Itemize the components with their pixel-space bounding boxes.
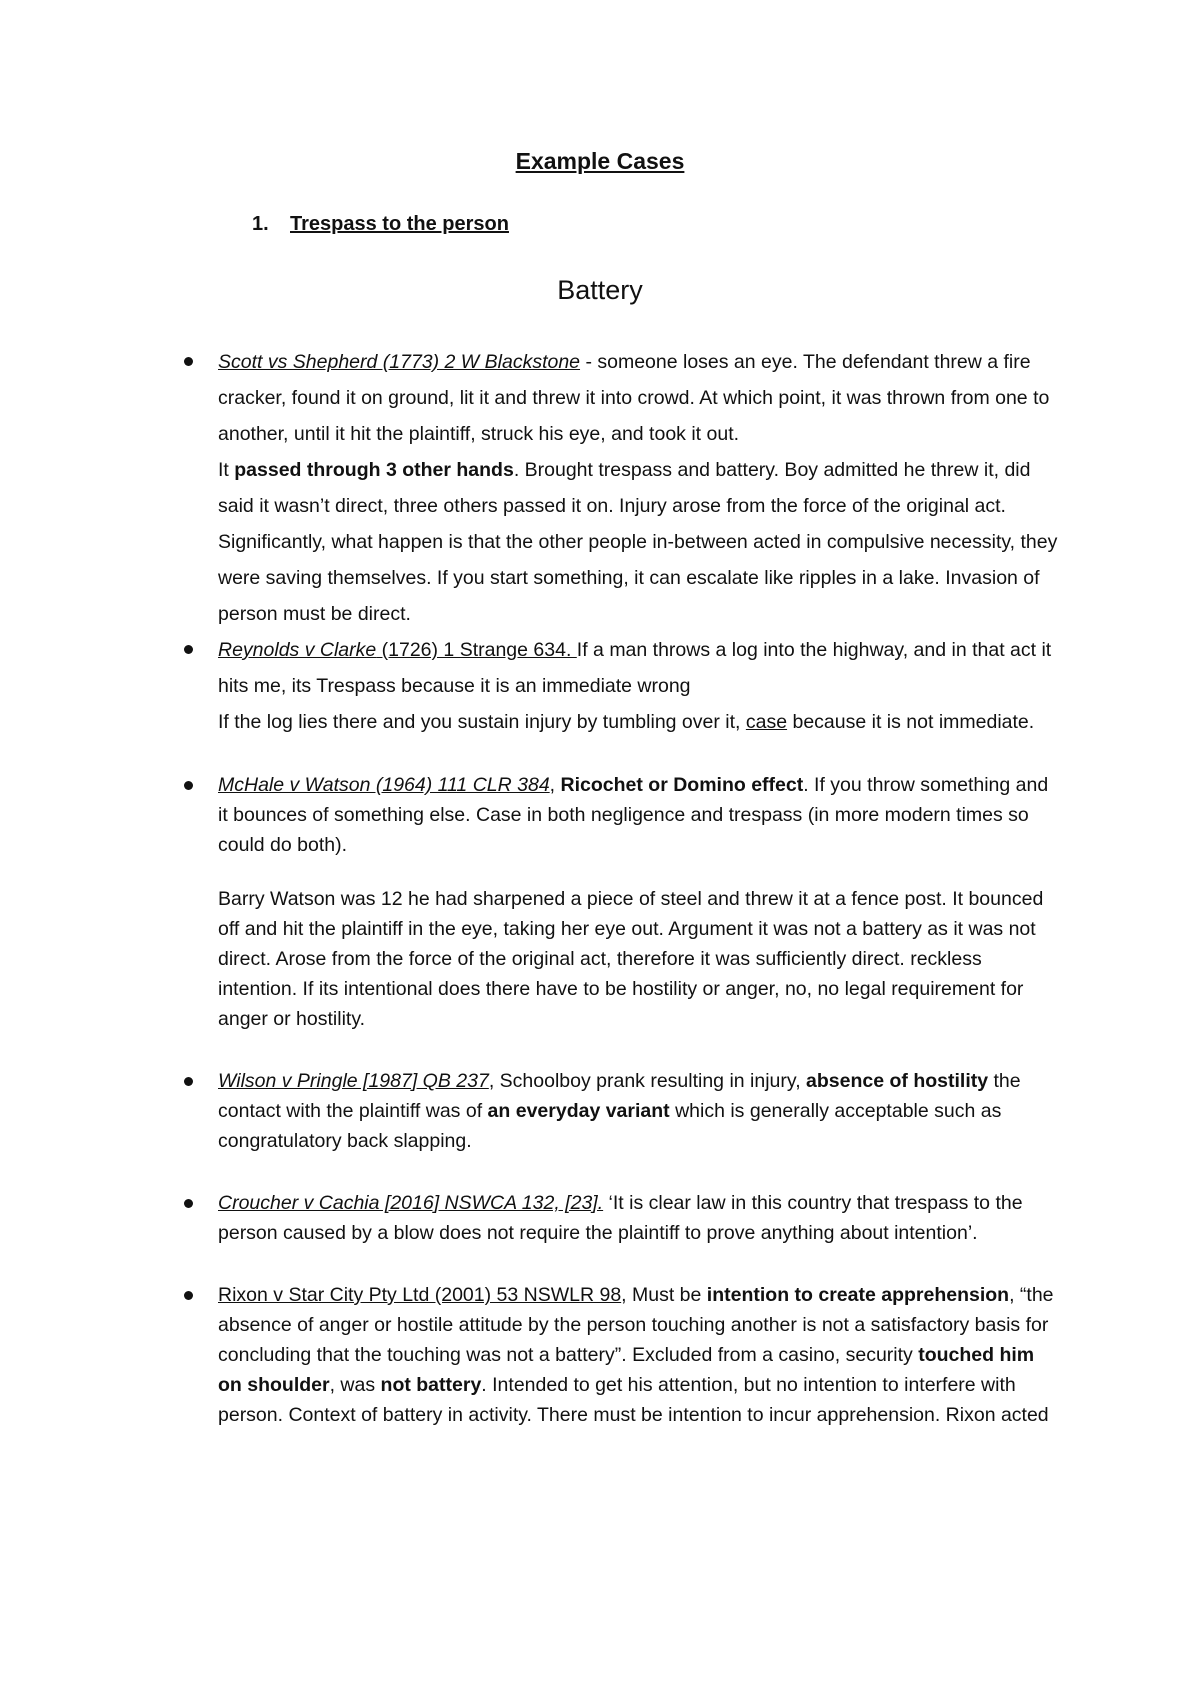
case-paragraph <box>218 1280 1060 1430</box>
case-emphasis: intention to create apprehension <box>706 1284 1010 1306</box>
bullet-icon <box>184 1291 193 1300</box>
case-emphasis: not battery <box>380 1374 482 1396</box>
case-citation: McHale v Watson (1964) 111 CLR 384 <box>218 774 550 796</box>
case-text: If a man throws a log into the highway, and in that act it hits me, its Trespass because it is an immediate wrong <box>218 639 1052 697</box>
bullet-icon <box>184 357 193 366</box>
bullet-icon <box>184 781 193 790</box>
case-citation: Croucher v Cachia [2016] NSWCA 132, [23]. <box>218 1192 604 1214</box>
bullet-icon <box>184 645 193 654</box>
case-wilson-v-pringle <box>0 1066 1060 1156</box>
case-paragraph <box>218 704 1060 740</box>
case-text: . Brought trespass and battery. Boy admitted he threw it, did said it wasn’t direct, three others passed it on. Injury arose from the force of the original act. Significantly, what happen is that the other people in-between acted in compulsive necessity, they were saving themselves. If you start something, it can escalate like ripples in a lake. Invasion of person must be direct. <box>218 459 1058 625</box>
case-text: , was <box>329 1374 381 1396</box>
case-list <box>0 344 1200 1430</box>
case-text: , Must be <box>621 1284 707 1306</box>
case-citation: Reynolds v Clarke <box>218 639 377 661</box>
case-citation: Wilson v Pringle [1987] QB 237 <box>218 1070 489 1092</box>
case-text: because it is not immediate. <box>787 711 1035 733</box>
case-text: , <box>549 774 561 796</box>
case-reynolds-v-clarke <box>0 632 1060 740</box>
case-text: , Schoolboy prank resulting in injury, <box>488 1070 807 1092</box>
case-emphasis: Ricochet or Domino effect <box>560 774 804 796</box>
section-heading <box>252 212 509 236</box>
case-text: If the log lies there and you sustain injury by tumbling over it, <box>218 711 746 733</box>
case-citation-rest: (1726) 1 Strange 634. <box>376 639 577 661</box>
case-emphasis: absence of hostility <box>806 1070 989 1092</box>
document-title: Example Cases <box>515 148 685 174</box>
case-scott-v-shepherd <box>0 344 1060 632</box>
case-paragraph <box>218 344 1060 452</box>
bullet-icon <box>184 1077 193 1086</box>
case-citation: Rixon v Star City Pty Ltd (2001) 53 NSWLR 98 <box>218 1284 622 1306</box>
case-underlined: case <box>745 711 788 733</box>
case-text: the contact with the plaintiff was of <box>218 1070 1021 1122</box>
case-citation: Scott vs Shepherd (1773) 2 W Blackstone <box>218 351 581 373</box>
case-croucher-v-cachia <box>0 1188 1060 1248</box>
case-paragraph <box>218 770 1060 860</box>
case-text: ‘It is clear law in this country that trespass to the person caused by a blow does not require the plaintiff to prove anything about intention’. <box>218 1192 1023 1244</box>
subheading-battery: Battery <box>557 275 643 305</box>
case-paragraph <box>218 1188 1060 1248</box>
case-paragraph: Barry Watson was 12 he had sharpened a piece of steel and threw it at a fence post. It bounced off and hit the plaintiff in the eye, taking her eye out. Argument it was not a battery as it was not direct. Arose from the force of the original act, therefore it was sufficiently direct. reckless intention. If its intentional does there have to be hostility or anger, no, no legal requirement for anger or hostility. <box>218 888 1044 1030</box>
case-text: . Intended to get his attention, but no intention to interfere with person. Context of battery in activity. There must be intention to incur apprehension. Rixon acted <box>218 1374 1049 1426</box>
case-text: It <box>218 459 235 481</box>
case-emphasis: touched him on shoulder <box>218 1344 1035 1396</box>
case-paragraph <box>218 632 1060 704</box>
section-title: Trespass to the person <box>290 213 509 235</box>
case-emphasis: an everyday variant <box>487 1100 670 1122</box>
case-rixon-v-star-city <box>0 1280 1060 1430</box>
case-paragraph <box>218 1066 1060 1156</box>
case-paragraph <box>218 452 1060 632</box>
case-emphasis: passed through 3 other hands <box>234 459 514 481</box>
case-text: , “the absence of anger or hostile attitude by the person touching another is not a satisfactory basis for concluding that the touching was not a battery”. Excluded from a casino, security <box>218 1284 1054 1366</box>
section-number: 1. <box>252 213 269 235</box>
case-mchale-v-watson <box>0 770 1060 1034</box>
case-text: - someone loses an eye. The defendant threw a fire cracker, found it on ground, lit it and threw it into crowd. At which point, it was thrown from one to another, until it hit the plaintiff, struck his eye, and took it out. <box>218 351 1050 445</box>
case-text: . If you throw something and it bounces of something else. Case in both negligence and trespass (in more modern times so could do both). <box>218 774 1049 856</box>
case-text: which is generally acceptable such as congratulatory back slapping. <box>218 1100 1002 1152</box>
bullet-icon <box>184 1199 193 1208</box>
